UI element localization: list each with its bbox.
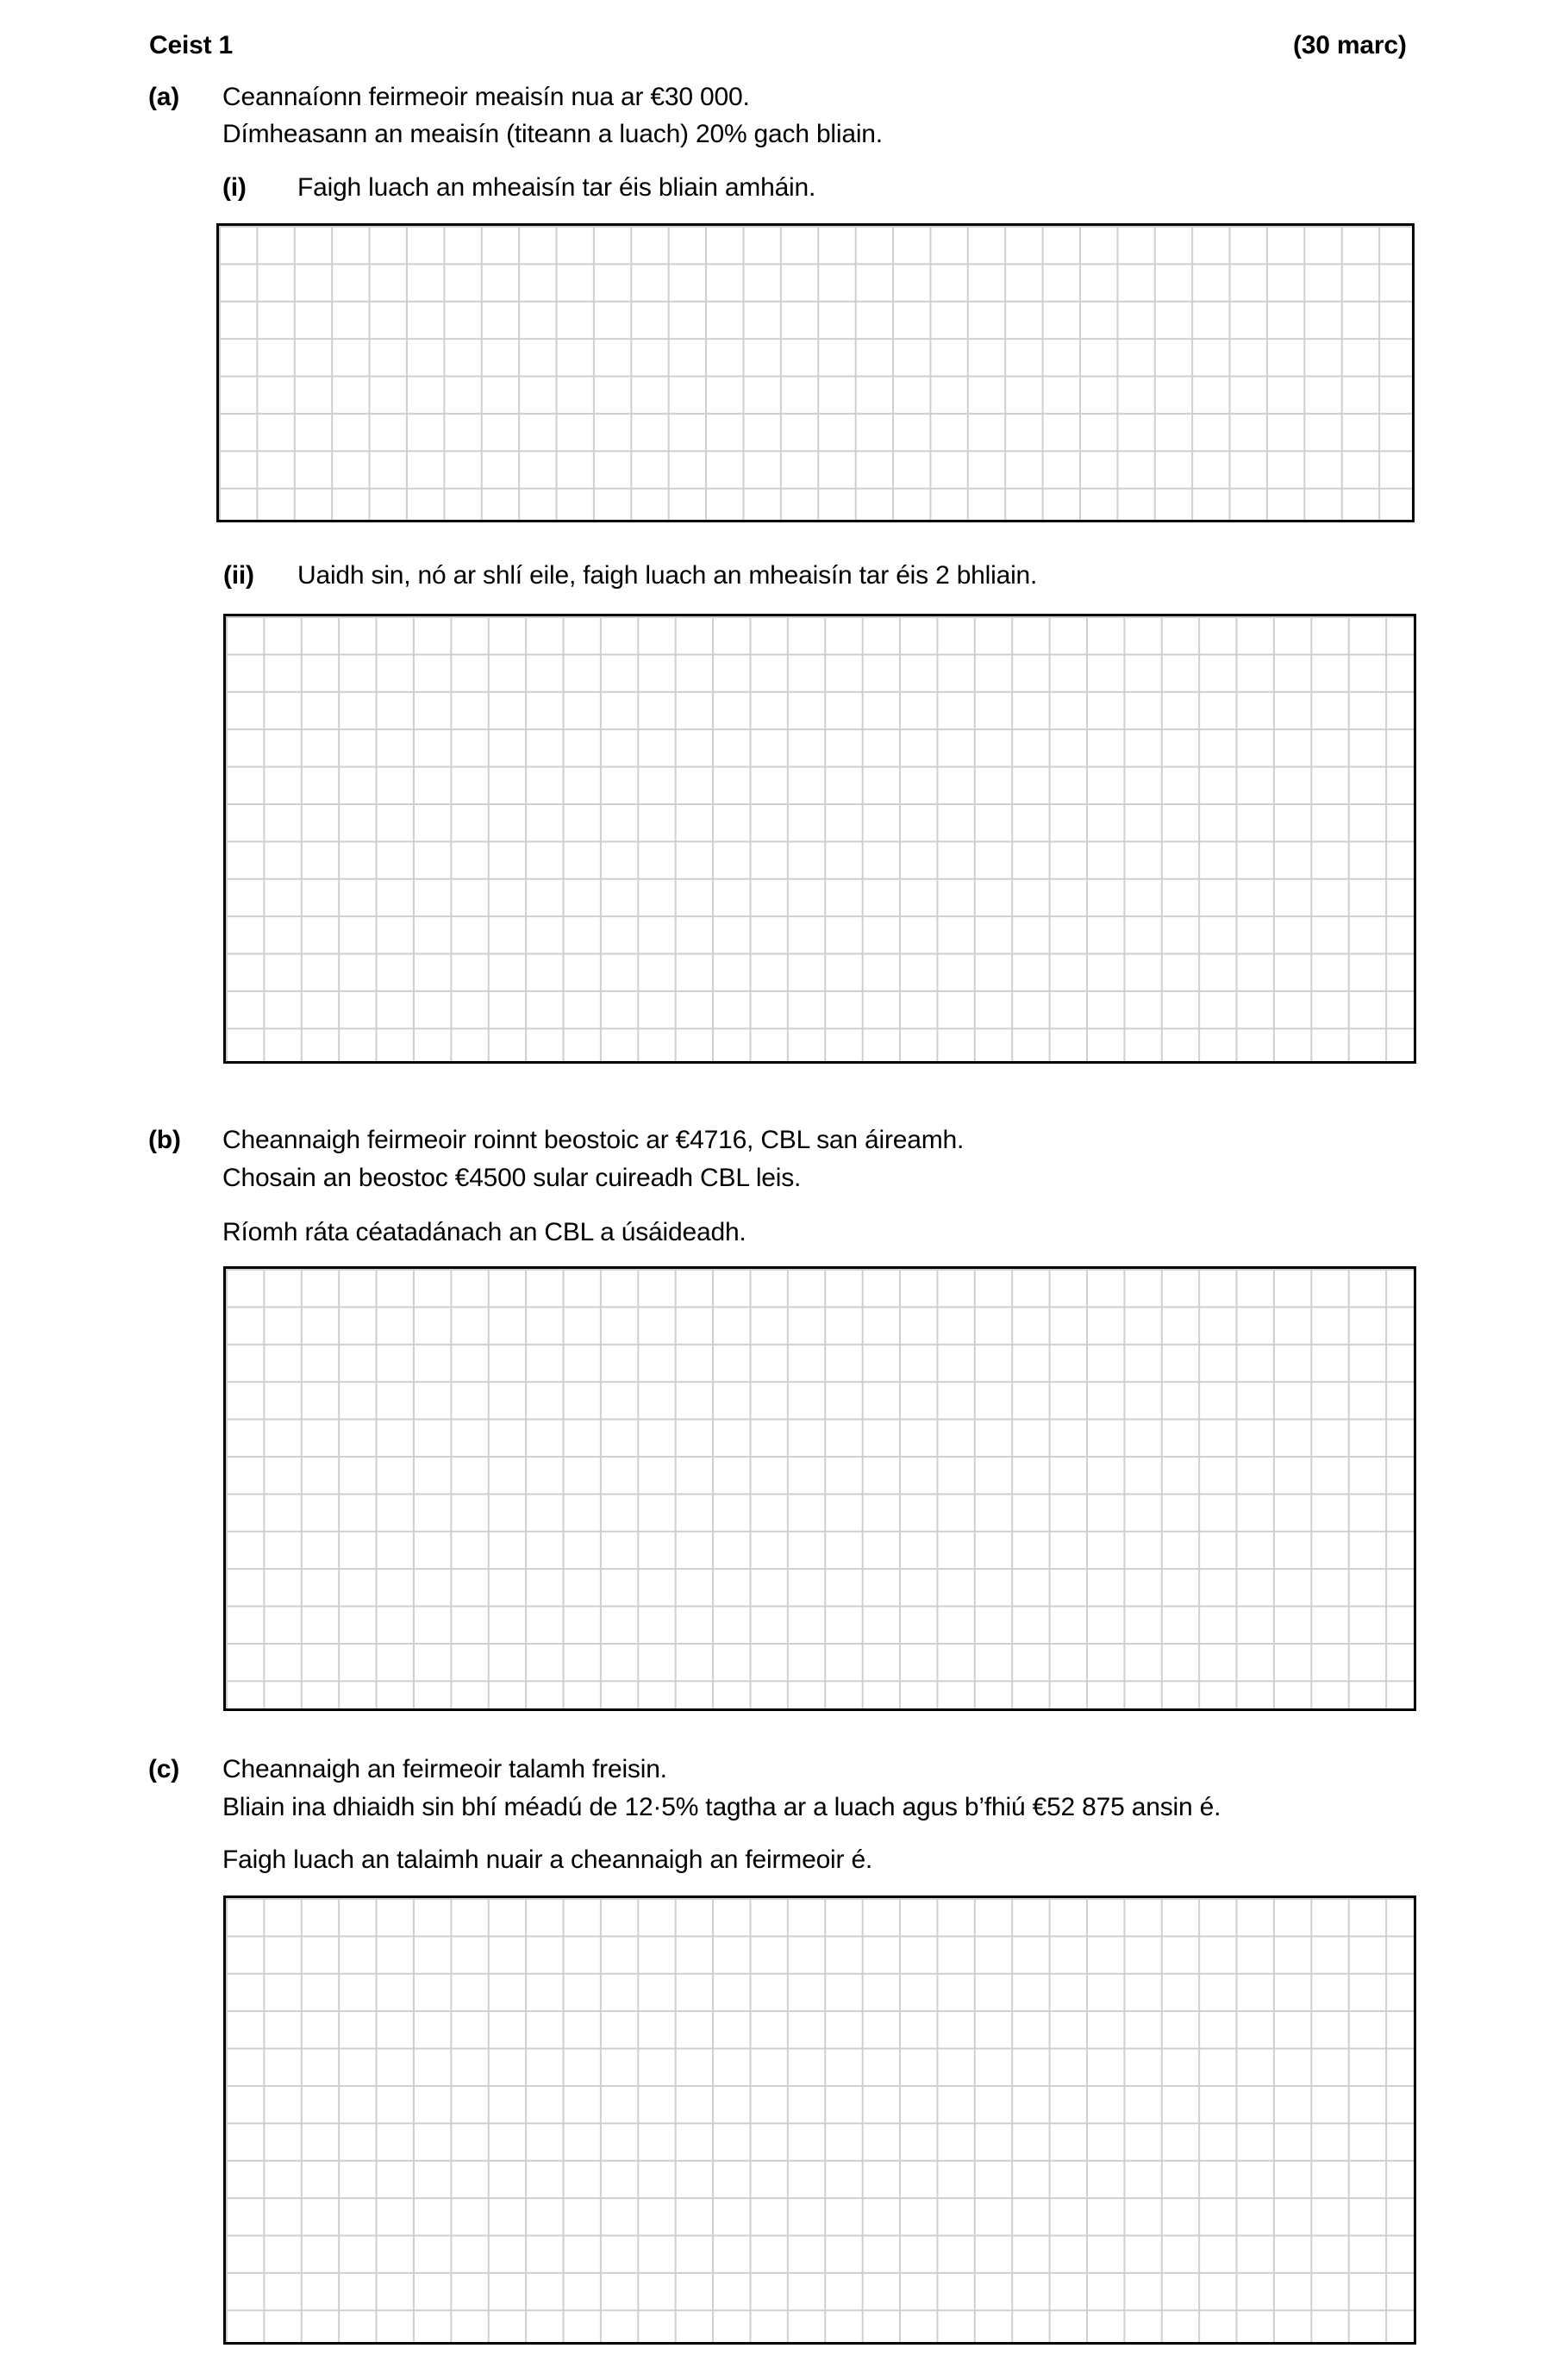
part-a-i-label: (i) [222,173,247,202]
part-c-line-2: Bliain ina dhiaidh sin bhí méadú de 12·5% tagtha ar a luach agus b’fhiú €52 875 ansin é. [222,1793,1221,1821]
answer-box-c[interactable] [223,1895,1416,2345]
part-a-ii-label: (ii) [223,561,254,590]
part-c-label: (c) [148,1755,180,1783]
part-a-line-2: Dímheasann an meaisín (titeann a luach) 20% gach bliain. [222,120,883,148]
part-b-line-1: Cheannaigh feirmeoir roinnt beostoic ar €4716, CBL san áireamh. [222,1126,965,1154]
question-title: Ceist 1 [149,31,233,59]
part-b-task: Ríomh ráta céatadánach an CBL a úsáideadh. [222,1218,747,1246]
part-a-ii-text: Uaidh sin, nó ar shlí eile, faigh luach an mheaisín tar éis 2 bhliain. [297,561,1038,590]
answer-box-a-ii[interactable] [223,614,1416,1064]
part-c-task: Faigh luach an talaimh nuair a cheannaigh an feirmeoir é. [222,1846,873,1874]
part-a-label: (a) [148,83,180,111]
part-b-line-2: Chosain an beostoc €4500 sular cuireadh CBL leis. [222,1164,802,1192]
part-b-label: (b) [148,1126,181,1154]
part-a-line-1: Ceannaíonn feirmeoir meaisín nua ar €30 000. [222,83,750,111]
answer-box-b[interactable] [223,1266,1416,1711]
part-a-i-text: Faigh luach an mheaisín tar éis bliain amháin. [297,173,816,202]
question-marks: (30 marc) [1293,31,1407,59]
part-c-line-1: Cheannaigh an feirmeoir talamh freisin. [222,1755,667,1783]
answer-box-a-i[interactable] [216,223,1415,522]
